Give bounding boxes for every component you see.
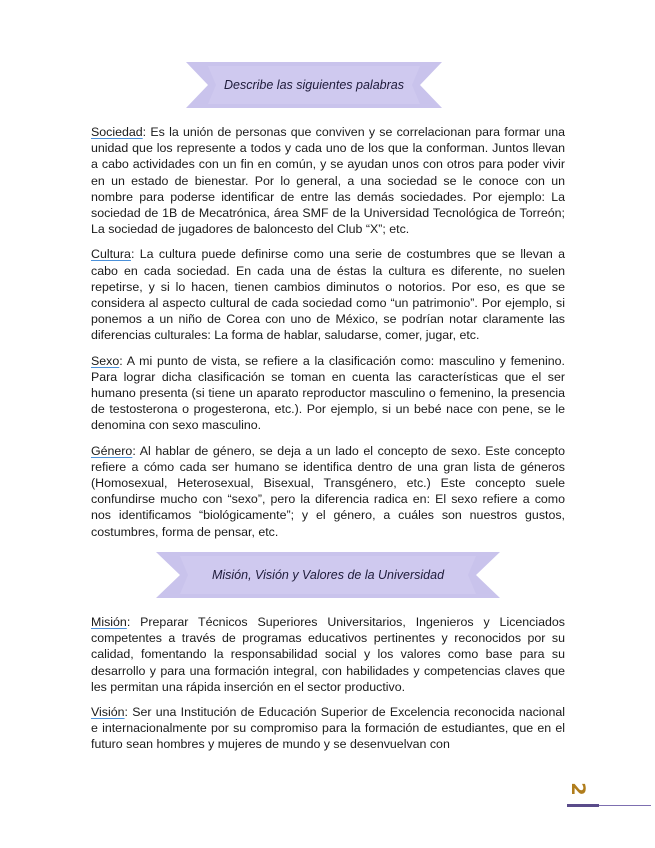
university-section [91, 614, 565, 762]
definition-term: Cultura [91, 247, 131, 262]
definition-paragraph [91, 246, 565, 343]
footer-rule [567, 804, 599, 807]
definition-paragraph [91, 124, 565, 237]
banner-title: Misión, Visión y Valores de la Universidad [211, 568, 445, 582]
definition-term: Sexo [91, 353, 120, 368]
footer-rule-thin [599, 805, 651, 806]
vision-text: : Ser una Institución de Educación Superior de Excelencia reconocida nacional e internacionalmente por su compromiso para la formación de estudiantes, que en el futuro sean hombres y mujeres de mundo y se desenvuelvan con [91, 705, 565, 752]
definition-paragraph [91, 443, 565, 540]
definition-text: : Es la unión de personas que conviven y se correlacionan para formar una unidad que los represente a todos y cada uno de los que la conforman. Juntos llevan a cabo actividades con un fin en común, y se ayudan unos con otros para poder vivir en un estado de bienestar. Por lo general, a una sociedad se le conoce con un nombre para poderse identificar de entre las demás sociedades. Por ejemplo: La sociedad de 1B de Mecatrónica, área SMF de la Universidad Tecnológica de Torreón; La sociedad de jugadores de baloncesto del Club “X”; etc. [91, 125, 565, 237]
definition-text: : Al hablar de género, se deja a un lado el concepto de sexo. Este concepto refiere a cómo cada ser humano se identifica dentro de una gran lista de géneros (Homosexual, Heterosexual, Bisexual, Transgénero, etc.) Este concepto suele confundirse mucho con “sexo”, pero la diferencia radica en: El sexo refiere a como nos identificamos “biológicamente”; y el género, a cuáles son nuestros gustos, costumbres, forma de pensar, etc. [91, 443, 565, 539]
section-banner-words [186, 62, 442, 108]
mission-term: Misión [91, 615, 127, 629]
definition-paragraph [91, 353, 565, 434]
section-banner-university [156, 552, 500, 598]
vision-term: Visión [91, 705, 125, 720]
vision-paragraph [91, 704, 565, 753]
definition-term: Género [91, 443, 133, 458]
banner-title: Describe las siguientes palabras [224, 78, 404, 92]
page-number: 2 [567, 782, 589, 796]
definition-text: : La cultura puede definirse como una serie de costumbres que se llevan a cabo en cada sociedad. En cada una de éstas la cultura es diferente, no suelen repetirse, y si lo hacen, tienen cambios diminutos o notorios. Por eso, es que se considera al aspecto cultural de cada sociedad como “un patrimonio”. Por ejemplo, si ponemos a un niño de Corea con uno de México, se podrían notar claramente las diferencias culturales: La forma de hablar, saludarse, comer, jugar, etc. [91, 247, 565, 343]
definitions-section [91, 124, 565, 549]
mission-text: : Preparar Técnicos Superiores Universitarios, Ingenieros y Licenciados competentes a través de programas educativos pertinentes y reconocidos por su calidad, fomentando la responsabilidad social y los valores como base para su desarrollo y para una formación integral, con habilidades y competencias claves que les permitan una rápida inserción en el sector productivo. [91, 615, 565, 694]
mission-paragraph [91, 614, 565, 695]
definition-term: Sociedad [91, 125, 143, 139]
definition-text: : A mi punto de vista, se refiere a la clasificación como: masculino y femenino. Para lograr dicha clasificación se toman en cuenta las características que el ser humano presenta (si tiene un aparato reproductor masculino o femenino, la presencia de testosterona o progesterona, etc.). Por ejemplo, si un bebé nace con pene, se le denomina con sexo masculino. [91, 353, 565, 433]
